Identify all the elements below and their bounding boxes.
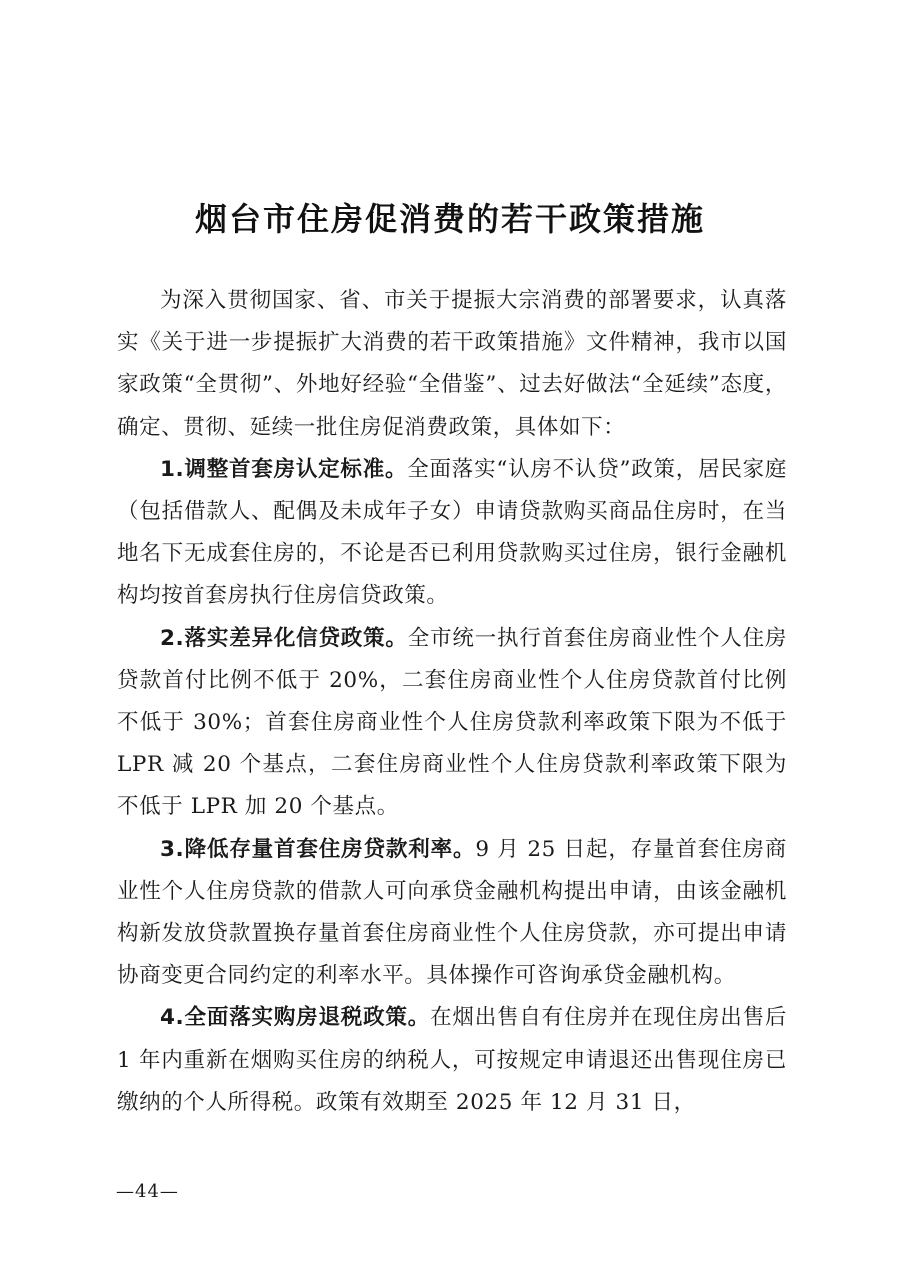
policy-item-1-text: 全面落实“认房不认贷”政策，居民家庭（包括借款人、配偶及未成年子女）申请贷款购买商品住房时，在当地名下无成套住房的，不论是否已利用贷款购买过住房，银行金融机构均按首套房执行住房信贷政策。 <box>117 456 787 609</box>
policy-item-4-text: 在烟出售自有住房并在现住房出售后 1 年内重新在烟购买住房的纳税人，可按规定申请退还出售现住房已缴纳的个人所得税。政策有效期至 2025 年 12 月 31 日， <box>117 1005 787 1115</box>
intro-paragraph: 为深入贯彻国家、省、市关于提振大宗消费的部署要求，认真落实《关于进一步提振扩大消费的若干政策措施》文件精神，我市以国家政策“全贯彻”、外地好经验“全借鉴”、过去好做法“全延续”态度，确定、贯彻、延续一批住房促消费政策，具体如下： <box>117 288 787 440</box>
policy-item-4-heading: 4.全面落实购房退税政策。 <box>160 1005 431 1031</box>
policy-item-3-text: 9 月 25 日起，存量首套住房商业性个人住房贷款的借款人可向承贷金融机构提出申请，由该金融机构新发放贷款置换存量首套住房商业性个人住房贷款，亦可提出申请协商变更合同约定的利率水平。具体操作可咨询承贷金融机构。 <box>117 836 787 989</box>
document-title: 烟台市住房促消费的若干政策措施 <box>194 200 705 238</box>
policy-item-4 <box>117 997 787 1124</box>
policy-item-2-heading: 2.落实差异化信贷政策。 <box>160 625 408 651</box>
page-number: —44— <box>116 1181 179 1202</box>
policy-item-1-heading: 1.调整首套房认定标准。 <box>160 456 408 482</box>
document-body <box>117 280 787 1124</box>
policy-item-2 <box>117 618 787 829</box>
policy-item-3-heading: 3.降低存量首套住房贷款利率。 <box>160 836 476 862</box>
policy-item-1 <box>117 449 787 618</box>
policy-item-2-text: 全市统一执行首套住房商业性个人住房贷款首付比例不低于 20%，二套住房商业性个人住房贷款首付比例不低于 30%；首套住房商业性个人住房贷款利率政策下限为不低于 LPR 减 20 个基点，二套住房商业性个人住房贷款利率政策下限为不低于 LPR 加 20 个基点。 <box>117 625 787 820</box>
policy-item-3 <box>117 829 787 998</box>
